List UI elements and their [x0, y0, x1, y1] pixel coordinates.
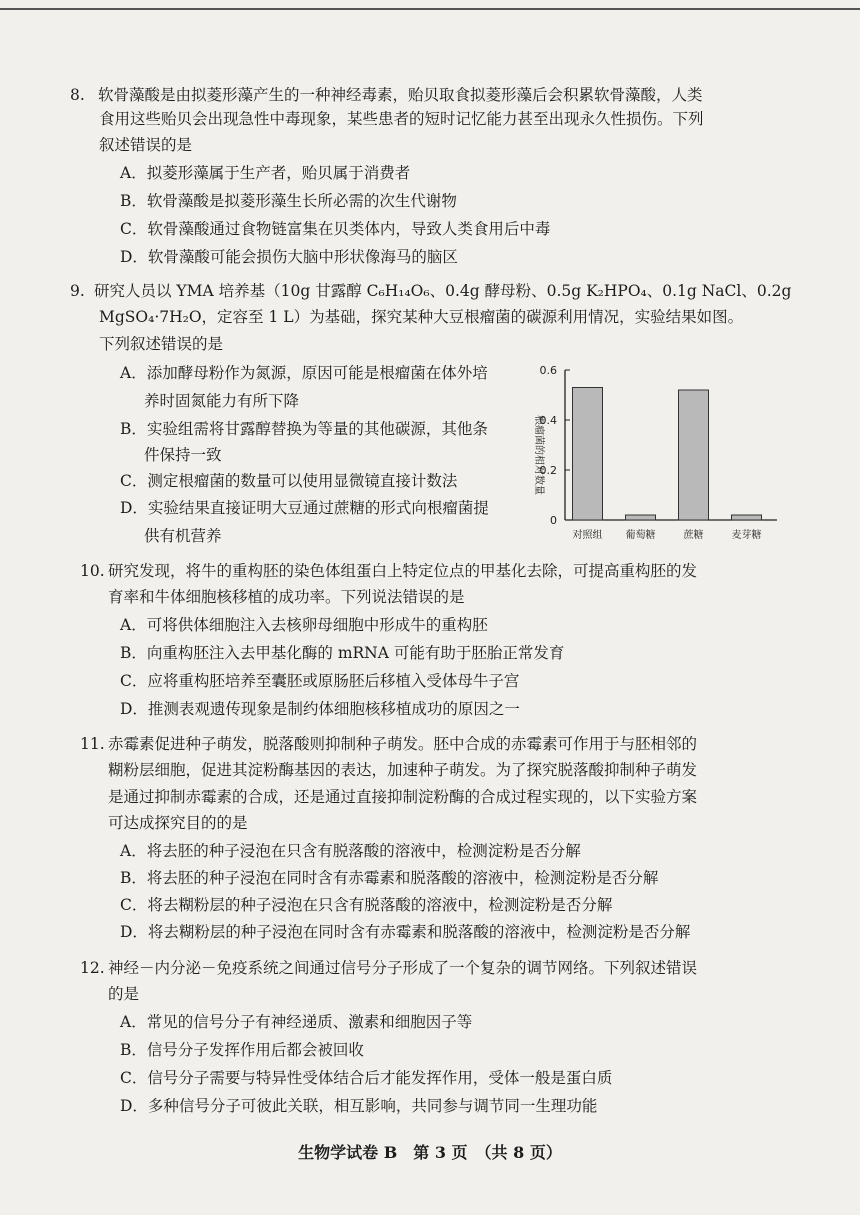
q12-option-b: B．信号分子发挥作用后都会被回收 [120, 1041, 364, 1059]
y-tick-label: 0.6 [539, 364, 557, 377]
q9-text-1: 研究人员以 YMA 培养基（10g 甘露醇 C₆H₁₄O₆、0.4g 酵母粉、0.5g K₂HPO₄、0.1g NaCl、0.2g [94, 282, 792, 300]
page-footer: 生物学试卷 B 第 3 页 （共 8 页） [298, 1143, 562, 1162]
bar [626, 515, 656, 520]
q8-option-b: B．软骨藻酸是拟菱形藻生长所必需的次生代谢物 [120, 192, 457, 210]
q11-option-a: A．将去胚的种子浸泡在只含有脱落酸的溶液中，检测淀粉是否分解 [120, 842, 581, 860]
q12-number: 12. [80, 959, 105, 977]
q12-option-d: D．多种信号分子可彼此关联，相互影响，共同参与调节同一生理功能 [120, 1097, 598, 1115]
x-tick-label: 麦芽糖 [731, 530, 762, 541]
q8-option-a: A．拟菱形藻属于生产者，贻贝属于消费者 [120, 164, 411, 182]
y-tick-label: 0.2 [539, 464, 557, 477]
q10-option-b: B．向重构胚注入去甲基化酶的 mRNA 可能有助于胚胎正常发育 [120, 644, 565, 662]
y-tick-label: 0 [550, 514, 557, 527]
q10-option-c: C．应将重构胚培养至囊胚或原肠胚后移植入受体母牛子宫 [120, 672, 520, 690]
q11-line-2: 糊粉层细胞，促进其淀粉酶基因的表达，加速种子萌发。为了探究脱落酸抑制种子萌发 [108, 761, 698, 779]
q8-option-c: C．软骨藻酸通过食物链富集在贝类体内，导致人类食用后中毒 [120, 220, 551, 238]
x-tick-label: 葡萄糖 [625, 530, 656, 541]
q10-line-1 [80, 560, 697, 582]
y-axis-label: 根瘤菌的相对数量 [533, 415, 544, 495]
q9-option-d-cont: 供有机营养 [144, 527, 222, 545]
q12-text-1: 神经－内分泌－免疫系统之间通过信号分子形成了一个复杂的调节网络。下列叙述错误 [108, 959, 698, 977]
q9-line-1 [70, 280, 791, 302]
bar [679, 390, 709, 520]
q8-line-3: 叙述错误的是 [99, 136, 193, 154]
bar [573, 388, 603, 521]
q11-number: 11. [80, 735, 105, 753]
q9-option-a: A．添加酵母粉作为氮源，原因可能是根瘤菌在体外培 [120, 364, 488, 382]
x-tick-label: 蔗糖 [683, 530, 704, 541]
q8-text-1: 软骨藻酸是由拟菱形藻产生的一种神经毒素，贻贝取食拟菱形藻后会积累软骨藻酸，人类 [98, 86, 703, 104]
q11-option-b: B．将去胚的种子浸泡在同时含有赤霉素和脱落酸的溶液中，检测淀粉是否分解 [120, 869, 659, 887]
q10-option-d: D．推测表观遗传现象是制约体细胞核移植成功的原因之一 [120, 700, 520, 718]
q9-number: 9. [70, 282, 85, 300]
q11-option-d: D．将去糊粉层的种子浸泡在同时含有赤霉素和脱落酸的溶液中，检测淀粉是否分解 [120, 923, 691, 941]
q10-number: 10. [80, 562, 105, 580]
q8-option-d: D．软骨藻酸可能会损伤大脑中形状像海马的脑区 [120, 248, 458, 266]
q10-line-2: 育率和牛体细胞核移植的成功率。下列说法错误的是 [108, 588, 465, 606]
q9-option-a-cont: 养时固氮能力有所下降 [144, 392, 300, 410]
q11-line-4: 可达成探究目的的是 [108, 814, 248, 832]
bar-chart-svg [520, 358, 780, 558]
q9-option-d: D．实验结果直接证明大豆通过蔗糖的形式向根瘤菌提 [120, 499, 489, 517]
q9-line-2: MgSO₄·7H₂O，定容至 1 L）为基础，探究某种大豆根瘤菌的碳源利用情况，实验结果如图。 [99, 308, 744, 326]
x-tick-label: 对照组 [572, 530, 603, 541]
q8-number: 8. [70, 86, 85, 104]
q9-line-3: 下列叙述错误的是 [99, 335, 224, 353]
bar-chart [520, 358, 780, 558]
y-tick-label: 0.4 [539, 414, 557, 427]
bar [732, 515, 762, 520]
q8-line-2: 食用这些贻贝会出现急性中毒现象，某些患者的短时记忆能力甚至出现永久性损伤。下列 [99, 110, 704, 128]
q11-line-1 [80, 733, 697, 755]
q10-text-1: 研究发现，将牛的重构胚的染色体组蛋白上特定位点的甲基化去除，可提高重构胚的发 [108, 562, 698, 580]
q9-option-b-cont: 件保持一致 [144, 446, 222, 464]
q11-line-3: 是通过抑制赤霉素的合成，还是通过直接抑制淀粉酶的合成过程实现的，以下实验方案 [108, 788, 698, 806]
q12-line-1 [80, 957, 697, 979]
q12-line-2: 的是 [108, 985, 140, 1003]
q9-option-b: B．实验组需将甘露醇替换为等量的其他碳源，其他条 [120, 420, 488, 438]
q11-text-1: 赤霉素促进种子萌发，脱落酸则抑制种子萌发。胚中合成的赤霉素可作用于与胚相邻的 [108, 735, 698, 753]
q12-option-c: C．信号分子需要与特异性受体结合后才能发挥作用，受体一般是蛋白质 [120, 1069, 613, 1087]
top-border [0, 8, 860, 10]
q11-option-c: C．将去糊粉层的种子浸泡在只含有脱落酸的溶液中，检测淀粉是否分解 [120, 896, 613, 914]
q9-option-c: C．测定根瘤菌的数量可以使用显微镜直接计数法 [120, 472, 458, 490]
q10-option-a: A．可将供体细胞注入去核卵母细胞中形成牛的重构胚 [120, 616, 488, 634]
q8-line-1 [70, 84, 703, 106]
q12-option-a: A．常见的信号分子有神经递质、激素和细胞因子等 [120, 1013, 473, 1031]
